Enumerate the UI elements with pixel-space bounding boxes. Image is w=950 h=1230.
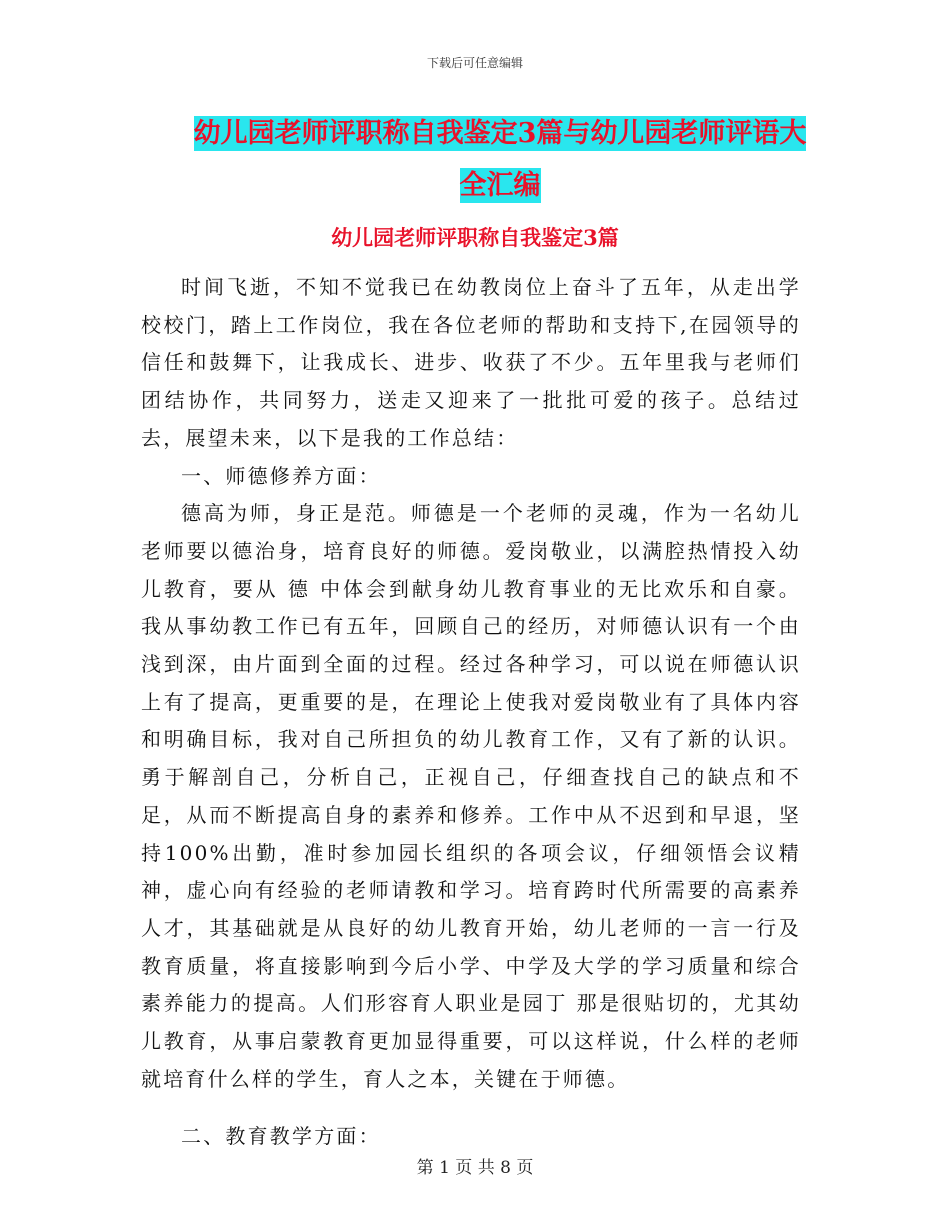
document-title (150, 108, 850, 212)
document-title-line-2: 全汇编 (459, 170, 541, 201)
paragraph-heading-teaching: 二、教育教学方面： (181, 1124, 381, 1149)
paragraph-heading-ethics: 一、师德修养方面： (181, 463, 381, 488)
paragraph-intro: 时间飞逝，不知不觉我已在幼教岗位上奋斗了五年，从走出学校校门，踏上工作岗位，我在各位老师的帮助和支持下,在园领导的信任和鼓舞下，让我成长、进步、收获了不少。五年里我与老师们团结协作，共同努力，送走又迎来了一批批可爱的孩子。总结过去，展望未来，以下是我的工作总结： (141, 275, 801, 450)
document-title-line-1: 幼儿园老师评职称自我鉴定3篇与幼儿园老师评语大 (193, 118, 807, 149)
header-note: 下载后可任意编辑 (426, 56, 523, 70)
page-footer: 第 1 页 共 8 页 (416, 1158, 534, 1178)
document-body (141, 269, 801, 1156)
section-title: 幼儿园老师评职称自我鉴定3篇 (331, 225, 619, 250)
paragraph-ethics: 德高为师，身正是范。师德是一个老师的灵魂，作为一名幼儿老师要以德治身，培育良好的师德。爱岗敬业，以满腔热情投入幼儿教育，要从 德 中体会到献身幼儿教育事业的无比欢乐和自豪。我从事幼教工作已有五年，回顾自己的经历，对师德认识有一个由浅到深，由片面到全面的过程。经过各种学习，可以说在师德认识上有了提高，更重要的是，在理论上使我对爱岗敬业有了具体内容和明确目标，我对自己所担负的幼儿教育工作，又有了新的认识。勇于解剖自己，分析自己，正视自己，仔细查找自己的缺点和不足，从而不断提高自身的素养和修养。工作中从不迟到和早退，坚持100%出勤，准时参加园长组织的各项会议，仔细领悟会议精神，虚心向有经验的老师请教和学习。培育跨时代所需要的高素养人才，其基础就是从良好的幼儿教育开始，幼儿老师的一言一行及教育质量，将直接影响到今后小学、中学及大学的学习质量和综合素养能力的提高。人们形容育人职业是园丁 那是很贴切的，尤其幼儿教育，从事启蒙教育更加显得重要，可以这样说，什么样的老师就培育什么样的学生，育人之本，关键在于师德。 (141, 501, 801, 1091)
